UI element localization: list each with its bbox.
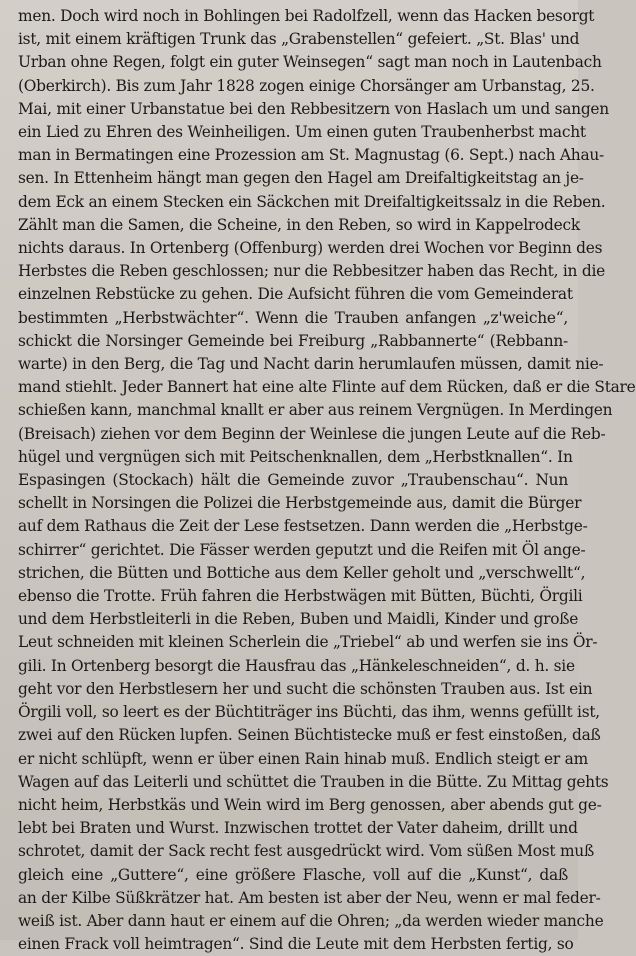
text-line: ebenso die Trotte. Früh fahren die Herbstwägen mit Bütten, Büchti, Örgili — [18, 587, 583, 606]
text-line: schießen kann, manchmal knallt er aber aus reinem Vergnügen. In Merdingen — [18, 401, 613, 420]
text-line: men. Doch wird noch in Bohlingen bei Radolfzell, wenn das Hacken besorgt — [18, 7, 595, 25]
text-line: mand stiehlt. Jeder Bannert hat eine alte Flinte auf dem Rücken, daß er die Stare — [18, 378, 636, 397]
text-line: auf dem Rathaus die Zeit der Lese festsetzen. Dann werden die „Herbstge- — [18, 517, 588, 536]
text-line: Wagen auf das Leiterli und schüttet die Trauben in die Bütte. Zu Mittag gehts — [18, 772, 609, 791]
text-line: geht vor den Herbstlesern her und sucht die schönsten Trauben aus. Ist ein — [18, 679, 593, 698]
text-line: an der Kilbe Süßkrätzer hat. Am besten ist aber der Neu, wenn er mal feder- — [18, 888, 601, 907]
text-line: Urban ohne Regen, folgt ein guter Weinsegen“ sagt man noch in Lautenbach — [18, 53, 602, 72]
body-text-block — [18, 5, 636, 956]
text-line: Espasingen (Stockach) hält die Gemeinde zuvor „Traubenschau“. Nun — [18, 471, 568, 490]
text-line: und dem Herbstleiterli in die Reben, Buben und Maidli, Kinder und große — [18, 610, 579, 629]
text-line: schrotet, damit der Sack recht fest ausgedrückt wird. Vom süßen Most muß — [18, 842, 594, 861]
text-line: schirrer“ gerichtet. Die Fässer werden geputzt und die Reifen mit Öl ange- — [18, 540, 586, 559]
text-line: hügel und vergnügen sich mit Peitschenknallen, dem „Herbstknallen“. In — [18, 447, 573, 466]
text-line: man in Bermatingen eine Prozession am St. Magnustag (6. Sept.) nach Ahau- — [18, 146, 604, 165]
text-line: strichen, die Bütten und Bottiche aus dem Keller geholt und „verschwellt“, — [18, 563, 586, 582]
text-line: (Oberkirch). Bis zum Jahr 1828 zogen einige Chorsänger am Urbanstag, 25. — [18, 76, 595, 95]
text-line: bestimmten „Herbstwächter“. Wenn die Trauben anfangen „z'weiche“, — [18, 308, 568, 327]
text-line: gili. In Ortenberg besorgt die Hausfrau das „Hänkeleschneiden“, d. h. sie — [18, 656, 575, 675]
text-line: schellt in Norsingen die Polizei die Herbstgemeinde aus, damit die Bürger — [18, 494, 582, 513]
text-line: zwei auf den Rücken lupfen. Seinen Büchtistecke muß er fest einstoßen, daß — [18, 726, 601, 745]
text-line: schickt die Norsinger Gemeinde bei Freiburg „Rabbannerte“ (Rebbann- — [18, 331, 568, 350]
text-line: Örgili voll, so leert es der Büchtiträger ins Büchti, das ihm, wenns gefüllt ist, — [18, 703, 600, 722]
text-line: nichts daraus. In Ortenberg (Offenburg) werden drei Wochen vor Beginn des — [18, 239, 603, 258]
text-line: dem Eck an einem Stecken ein Säckchen mit Dreifaltigkeitssalz in die Reben. — [18, 192, 606, 211]
text-line: sen. In Ettenheim hängt man gegen den Hagel am Dreifaltigkeitstag an je- — [18, 169, 584, 188]
text-line: weiß ist. Aber dann haut er einem auf die Ohren; „da werden wieder manche — [18, 911, 604, 930]
text-line: ist, mit einem kräftigen Trunk das „Grabenstellen“ gefeiert. „St. Blas' und — [18, 30, 580, 49]
text-line: (Breisach) ziehen vor dem Beginn der Weinlese die jungen Leute auf die Reb- — [18, 424, 606, 443]
text-line: einzelnen Rebstücke zu gehen. Die Aufsicht führen die vom Gemeinderat — [18, 285, 573, 304]
text-line: Leut schneiden mit kleinen Scherlein die „Triebel“ ab und werfen sie ins Ör- — [18, 633, 598, 652]
text-line: warte) in den Berg, die Tag und Nacht darin herumlaufen müssen, damit nie- — [18, 355, 604, 374]
text-line: lebt bei Braten und Wurst. Inzwischen trottet der Vater daheim, drillt und — [18, 819, 578, 838]
text-line: nicht heim, Herbstkäs und Wein wird im Berg genossen, aber abends gut ge- — [18, 795, 602, 814]
text-line: er nicht schlüpft, wenn er über einen Rain hinab muß. Endlich steigt er am — [18, 749, 588, 768]
text-line: einen Frack voll heimtragen“. Sind die Leute mit dem Herbsten fertig, so — [18, 935, 574, 954]
text-line: ein Lied zu Ehren des Weinheiligen. Um einen guten Traubenherbst macht — [18, 123, 586, 142]
text-line: Mai, mit einer Urbanstatue bei den Rebbesitzern von Haslach um und sangen — [18, 99, 609, 118]
text-line: Zählt man die Samen, die Scheine, in den Reben, so wird in Kappelrodeck — [18, 215, 580, 234]
text-line: gleich eine „Guttere“, eine größere Flasche, voll auf die „Kunst“, daß — [18, 865, 568, 884]
text-line: Herbstes die Reben geschlossen; nur die Rebbesitzer haben das Recht, in die — [18, 262, 605, 281]
